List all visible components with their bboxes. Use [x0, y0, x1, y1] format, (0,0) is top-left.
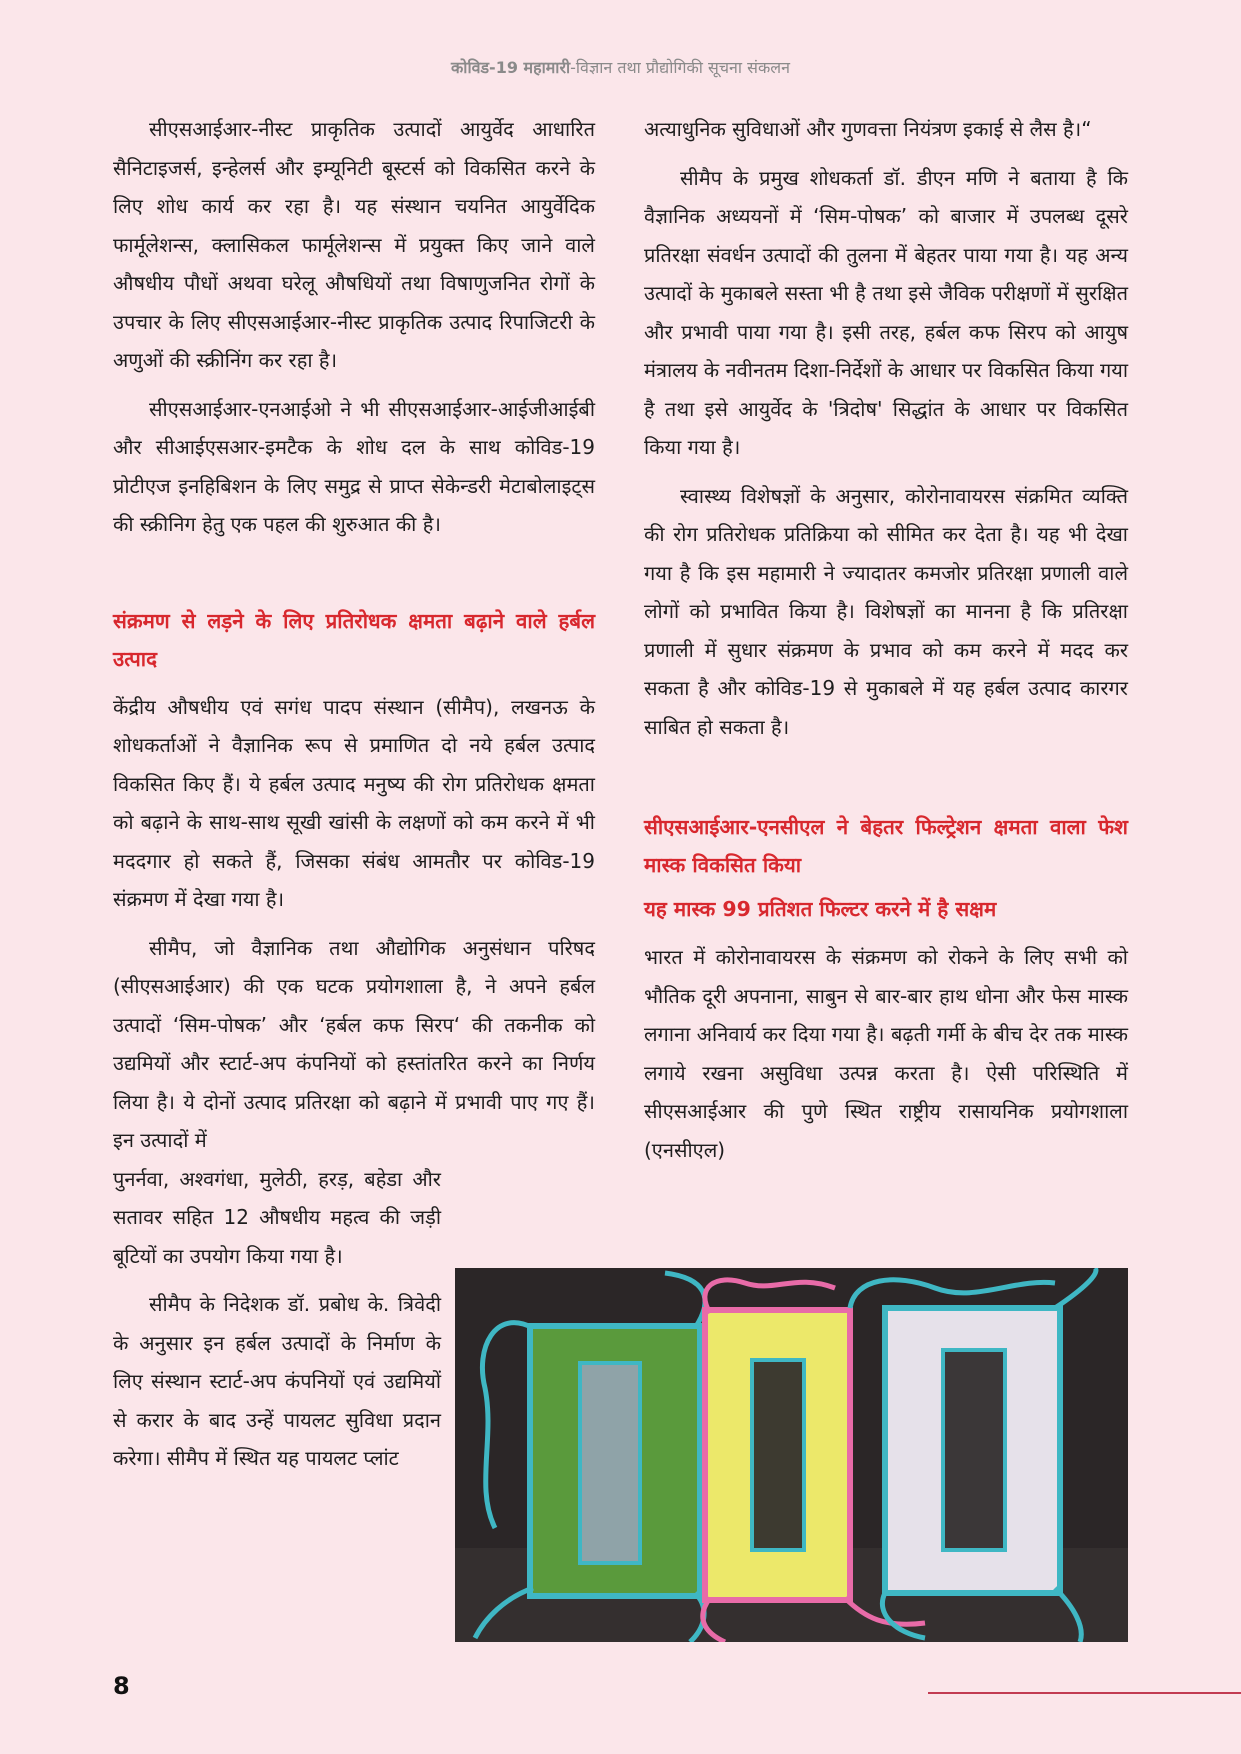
- right-column: [644, 110, 1128, 1179]
- section-heading-herbal: संक्रमण से लड़ने के लिए प्रतिरोधक क्षमता बढ़ाने वाले हर्बल उत्पाद: [113, 608, 595, 671]
- header-title-rest: -विज्ञान तथा प्रौद्योगिकी सूचना संकलन: [570, 58, 790, 77]
- running-header: [0, 56, 1241, 78]
- paragraph-cimap-transfer: सीमैप, जो वैज्ञानिक तथा औद्योगिक अनुसंधान परिषद (सीएसआईआर) की एक घटक प्रयोगशाला है, ने अपने हर्बल उत्पादों ‘सिम-पोषक’ और ‘हर्बल कफ सिरप‘ की तकनीक को उद्यमियों और स्टार्ट-अप कंपनियों को हस्तांतरित करने का निर्णय लिया है। ये दोनों उत्पाद प्रतिरक्षा को बढ़ाने में प्रभावी पाए गए हैं। इन उत्पादों में: [113, 935, 595, 1152]
- paragraph-nio: सीएसआईआर-एनआईओ ने भी सीएसआईआर-आईजीआईबी और सीआईएसआर-इमटैक के शोध दल के साथ कोविड-19 प्रोटीएज इनहिबिशन के लिए समुद्र से प्राप्त सेकेन्डरी मेटाबोलाइट्स की स्क्रीनिग हेतु एक पहल की शुरुआत की है।: [113, 396, 595, 536]
- section-heading-mask: सीएसआईआर-एनसीएल ने बेहतर फिल्ट्रेशन क्षमता वाला फेश मास्क विकसित किया: [644, 815, 1128, 877]
- paragraph-cimap-intro: केंद्रीय औषधीय एवं सगंध पादप संस्थान (सीमैप), लखनऊ के शोधकर्ताओं ने वैज्ञानिक रूप से प्रमाणित दो नये हर्बल उत्पाद विकसित किए हैं। ये हर्बल उत्पाद मनुष्य की रोग प्रतिरोधक क्षमता को बढ़ाने के साथ-साथ सूखी खांसी के लक्षणों को कम करने में भी मददगार हो सकते हैं, जिसका संबंध आमतौर पर कोविड-19 संक्रमण में देखा गया है।: [113, 694, 595, 911]
- paragraph-experts: स्वास्थ्य विशेषज्ञों के अनुसार, कोरोनावायरस संक्रमित व्यक्ति की रोग प्रतिरोधक प्रतिक्रिया को सीमित कर देता है। यह भी देखा गया है कि इस महामारी ने ज्यादातर कमजोर प्रतिरक्षा प्रणाली वाले लोगों को प्रभावित किया है। विशेषज्ञों का मानना है कि प्रतिरक्षा प्रणाली में सुधार संक्रमण के प्रभाव को कम करने में मदद कर सकता है और कोविड-19 से मुकाबले में यह हर्बल उत्पाद कारगर साबित हो सकता है।: [644, 483, 1128, 739]
- paragraph-ncl: भारत में कोरोनावायरस के संक्रमण को रोकने के लिए सभी को भौतिक दूरी अपनाना, साबुन से बार-बार हाथ धोना और फेस मास्क लगाना अनिवार्य कर दिया गया है। बढ़ती गर्मी के बीच देर तक मास्क लगाये रखना असुविधा उत्पन्न करता है। ऐसी परिस्थिति में सीएसआईआर की पुणे स्थित राष्ट्रीय रासायनिक प्रयोगशाला (एनसीएल): [644, 945, 1128, 1162]
- paragraph-director: सीमैप के निदेशक डॉ. प्रबोध के. त्रिवेदी के अनुसार इन हर्बल उत्पादों के निर्माण के लिए संस्थान स्टार्ट-अप कंपनियों एवं उद्यमियों से करार के बाद उन्हें पायलट सुविधा प्रदान करेगा। सीमैप में स्थित यह पायलट प्लांट: [113, 1292, 441, 1470]
- white-mask: [850, 1268, 1096, 1642]
- paragraph-nist: सीएसआईआर-नीस्ट प्राकृतिक उत्पादों आयुर्वेद आधारित सैनिटाइजर्स, इन्हेलर्स और इम्यूनिटी बूस्टर्स को विकसित करने के लिए शोध कार्य कर रहा है। यह संस्थान चयनित आयुर्वेदिक फार्मूलेशन्स, क्लासिकल फार्मूलेशन्स में प्रयुक्त किए जाने वाले औषधीय पौधों अथवा घरेलू औषधियों तथा विषाणुजनित रोगों के उपचार के लिए सीएसआईआर-नीस्ट प्राकृतिक उत्पाद रिपाजिटरी के अणुओं की स्क्रीनिंग कर रहा है।: [113, 117, 595, 372]
- paragraph-facilities: अत्याधुनिक सुविधाओं और गुणवत्ता नियंत्रण इकाई से लैस है।“: [644, 117, 1092, 141]
- face-masks-photo: [455, 1268, 1128, 1642]
- paragraph-researcher: सीमैप के प्रमुख शोधकर्ता डॉ. डीएन मणि ने बताया है कि वैज्ञानिक अध्ययनों में ‘सिम-पोषक’ को बाजार में उपलब्ध दूसरे प्रतिरक्षा संवर्धन उत्पादों की तुलना में बेहतर पाया गया है। यह अन्य उत्पादों के मुकाबले सस्ता भी है तथा इसे जैविक परीक्षणों में सुरक्षित और प्रभावी पाया गया है। इसी तरह, हर्बल कफ सिरप को आयुष मंत्रालय के नवीनतम दिशा-निर्देशों के आधार पर विकसित किया गया है तथा इसे आयुर्वेद के 'त्रिदोष' सिद्धांत के आधार पर विकसित किया गया है।: [644, 165, 1128, 459]
- header-title-bold: कोविड-19 महामारी: [451, 58, 571, 77]
- page-number: 8: [113, 1672, 130, 1700]
- section-subheading-mask: यह मास्क 99 प्रतिशत फिल्टर करने में है सक्षम: [644, 897, 997, 921]
- footer-rule: [928, 1692, 1241, 1694]
- paragraph-herbs: पुनर्नवा, अश्वगंधा, मुलेठी, हरड़, बहेडा और सतावर सहित 12 औषधीय महत्व की जड़ी बूटियों का उपयोग किया गया है।: [113, 1166, 441, 1268]
